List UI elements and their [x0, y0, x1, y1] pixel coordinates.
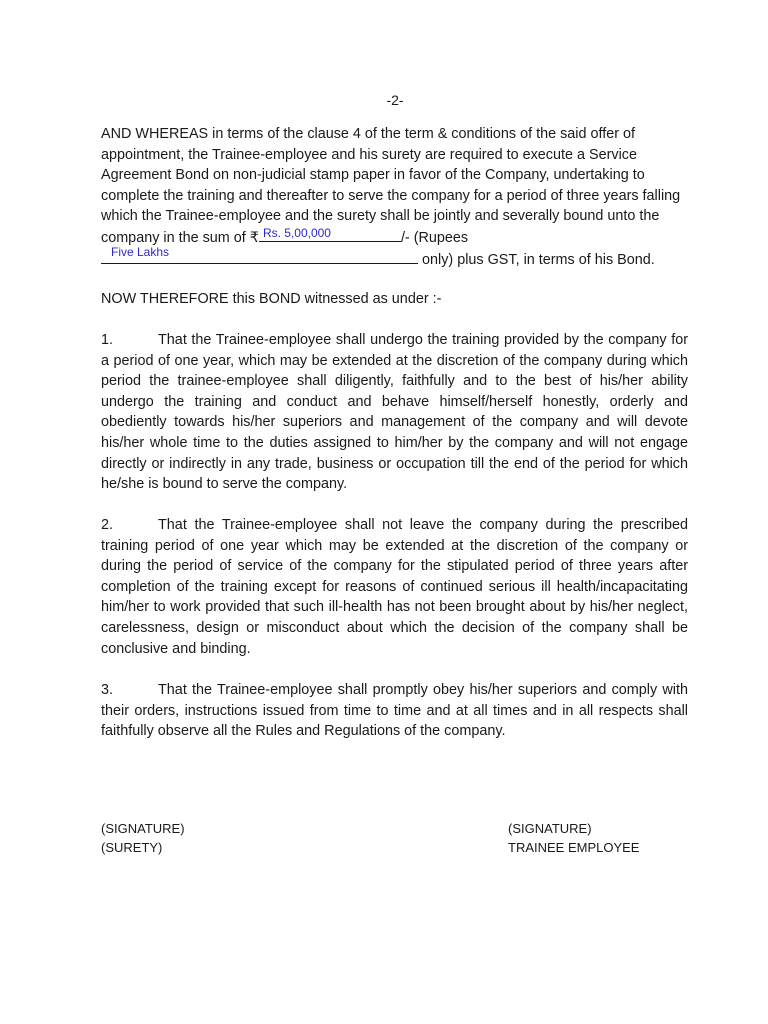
surety-signature-label: (SIGNATURE) — [101, 821, 185, 836]
clause-1-text: That the Trainee-employee shall undergo the training provided by the company for a period of one year, which may be extended at the discretion of the company during which period the trainee-employee shall diligently, faithfully and to the best of his/her ability undergo the training and conduct and behave himself/herself honestly, orderly and obediently towards his/her superiors and management of the company and will devote his/her whole time to the duties assigned to him/her by the company and will not engage directly or indirectly in any trade, business or occupation till the end of the period for which he/she is bound to serve the company. — [101, 332, 688, 493]
surety-label: (SURETY) — [101, 840, 163, 855]
clause-1 — [101, 330, 688, 495]
trainee-employee-label: TRAINEE EMPLOYEE — [508, 840, 640, 855]
page-number: -2- — [386, 92, 404, 108]
clause-3-number: 3. — [101, 682, 114, 698]
surety-signature-block — [101, 819, 185, 857]
recital-end-text: only) plus GST, in terms of his Bond. — [418, 251, 655, 268]
clause-1-number: 1. — [101, 332, 114, 348]
clause-3 — [101, 680, 688, 742]
recital-rupees-text: /- (Rupees — [400, 229, 469, 246]
recital-text: AND WHEREAS in terms of the clause 4 of the term & conditions of the said offer of appointment, the Trainee-employee and his surety are required to execute a Service Agreement Bond on non-judicial stamp paper in favor of the Company, undertaking to complete the training and thereafter to serve the company for a period of three years falling which the Trainee-employee and the surety shall be jointly and severally bound unto the company in the sum of ₹ — [101, 126, 681, 246]
clause-2-text: That the Trainee-employee shall not leave the company during the prescribed training period of one year which may be extended at the discretion of the company or during the period of service of the company for the stipulated period of three years after completion of the training except for reasons of continued serious ill health/incapacitating him/her to work provided that such ill-health has not been brought about by his/her neglect, carelessness, design or misconduct about which the decision of the company shall be conclusive and binding. — [101, 517, 688, 657]
amount-words-blank — [101, 244, 418, 264]
amount-blank — [259, 227, 401, 242]
recital-paragraph — [101, 124, 688, 270]
amount-handwritten: Rs. 5,00,000 — [262, 225, 331, 240]
witness-heading: NOW THEREFORE this BOND witnessed as under :- — [101, 291, 442, 307]
trainee-signature-label: (SIGNATURE) — [508, 821, 592, 836]
clause-2-number: 2. — [101, 517, 114, 533]
trainee-signature-block — [508, 819, 639, 857]
amount-words-handwritten: Five Lakhs — [111, 244, 170, 259]
clause-3-text: That the Trainee-employee shall promptly obey his/her superiors and comply with their orders, instructions issued from time to time and at all times and in all respects shall faithfully observe all the Rules and Regulations of the company. — [101, 682, 688, 740]
clause-2 — [101, 515, 688, 659]
